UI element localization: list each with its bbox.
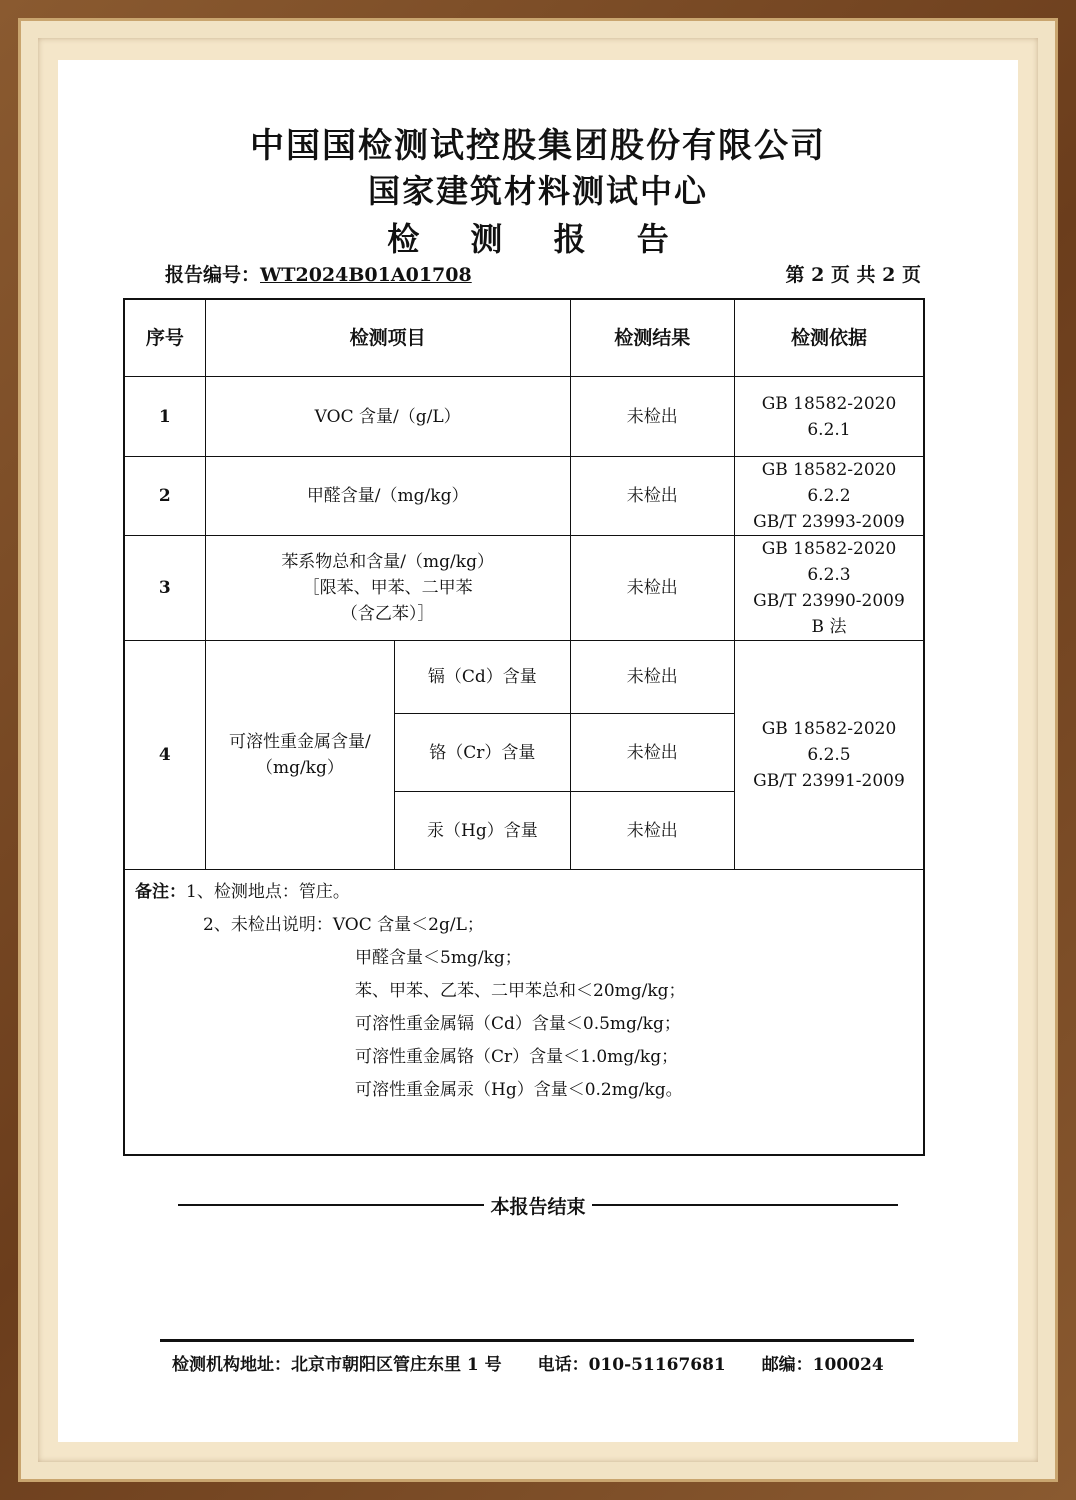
footer-postcode: 邮编：100024 xyxy=(761,1355,884,1375)
test-result: 未检出 xyxy=(570,536,734,641)
item-line: 可溶性重金属含量/ xyxy=(229,732,371,752)
row-number: 2 xyxy=(124,457,205,536)
note-line: 可溶性重金属汞（Hg）含量＜0.2mg/kg。 xyxy=(355,1080,683,1100)
test-item: VOC 含量/（g/L） xyxy=(205,377,570,457)
row-number: 1 xyxy=(124,377,205,457)
footer-divider xyxy=(160,1339,914,1342)
table-header-row xyxy=(124,299,924,377)
end-text: 本报告结束 xyxy=(484,1196,591,1218)
item-line: （含乙苯）］ xyxy=(340,604,435,624)
test-result: 未检出 xyxy=(570,457,734,536)
table-row xyxy=(124,641,924,714)
test-basis xyxy=(735,641,925,870)
test-result: 未检出 xyxy=(570,377,734,457)
note-line: 2、未检出说明：VOC 含量＜2g/L； xyxy=(203,915,484,935)
test-item xyxy=(205,536,570,641)
col-header: 检测项目 xyxy=(205,299,570,377)
row-number: 4 xyxy=(124,641,205,870)
item-line: ［限苯、甲苯、二甲苯 xyxy=(302,578,473,598)
note-line xyxy=(135,876,913,909)
basis-line: 6.2.5 xyxy=(807,745,851,765)
test-result: 未检出 xyxy=(570,792,734,870)
notes-row xyxy=(124,870,924,1156)
sub-item: 汞（Hg）含量 xyxy=(395,792,570,870)
test-basis xyxy=(735,536,925,641)
basis-line: GB/T 23991-2009 xyxy=(753,771,905,791)
test-basis xyxy=(735,377,925,457)
basis-line: GB 18582-2020 xyxy=(761,393,897,414)
sub-item: 铬（Cr）含量 xyxy=(395,714,570,792)
report-number-label: 报告编号： xyxy=(165,264,261,286)
basis-line: GB/T 23990-2009 xyxy=(753,591,905,611)
notes xyxy=(124,870,924,1156)
col-header: 检测结果 xyxy=(570,299,734,377)
notes-label: 备注： xyxy=(135,882,186,902)
basis-line: 6.2.1 xyxy=(807,419,851,440)
col-header: 检测依据 xyxy=(735,299,925,377)
test-result: 未检出 xyxy=(570,641,734,714)
test-result: 未检出 xyxy=(570,714,734,792)
footer xyxy=(172,1350,914,1375)
end-marker xyxy=(0,1192,1076,1219)
note-text: 1、检测地点：管庄。 xyxy=(186,882,350,902)
basis-line: 6.2.2 xyxy=(807,486,851,506)
basis-line: 6.2.3 xyxy=(807,565,851,585)
item-line: （mg/kg） xyxy=(255,758,344,778)
table-row xyxy=(124,536,924,641)
center-name: 国家建筑材料测试中心 xyxy=(367,172,708,210)
basis-line: B 法 xyxy=(811,617,847,637)
table-row xyxy=(124,377,924,457)
footer-phone: 电话：010-51167681 xyxy=(537,1355,726,1375)
row-number: 3 xyxy=(124,536,205,641)
col-header: 序号 xyxy=(124,299,205,377)
sub-item: 镉（Cd）含量 xyxy=(395,641,570,714)
org-name: 中国国检测试控股集团股份有限公司 xyxy=(250,126,826,166)
test-basis xyxy=(735,457,925,536)
footer-address: 检测机构地址：北京市朝阳区管庄东里 1 号 xyxy=(172,1355,502,1375)
basis-line: GB 18582-2020 xyxy=(761,460,897,480)
note-line: 甲醛含量＜5mg/kg； xyxy=(355,948,522,968)
test-item: 甲醛含量/（mg/kg） xyxy=(205,457,570,536)
report-number-value: WT2024B01A01708 xyxy=(260,264,472,286)
basis-line: GB/T 23993-2009 xyxy=(753,512,905,532)
note-line: 可溶性重金属镉（Cd）含量＜0.5mg/kg； xyxy=(355,1014,681,1034)
note-line: 可溶性重金属铬（Cr）含量＜1.0mg/kg； xyxy=(355,1047,679,1067)
results-table xyxy=(123,298,925,1156)
page-info: 第 2 页 共 2 页 xyxy=(785,264,921,286)
note-line: 苯、甲苯、乙苯、二甲苯总和＜20mg/kg； xyxy=(355,981,686,1001)
test-item xyxy=(205,641,394,870)
report-number xyxy=(165,260,472,287)
item-line: 苯系物总和含量/（mg/kg） xyxy=(281,552,494,572)
table-row xyxy=(124,457,924,536)
basis-line: GB 18582-2020 xyxy=(761,539,897,559)
doc-title: 检 测 报 告 xyxy=(387,220,689,258)
basis-line: GB 18582-2020 xyxy=(761,719,897,739)
